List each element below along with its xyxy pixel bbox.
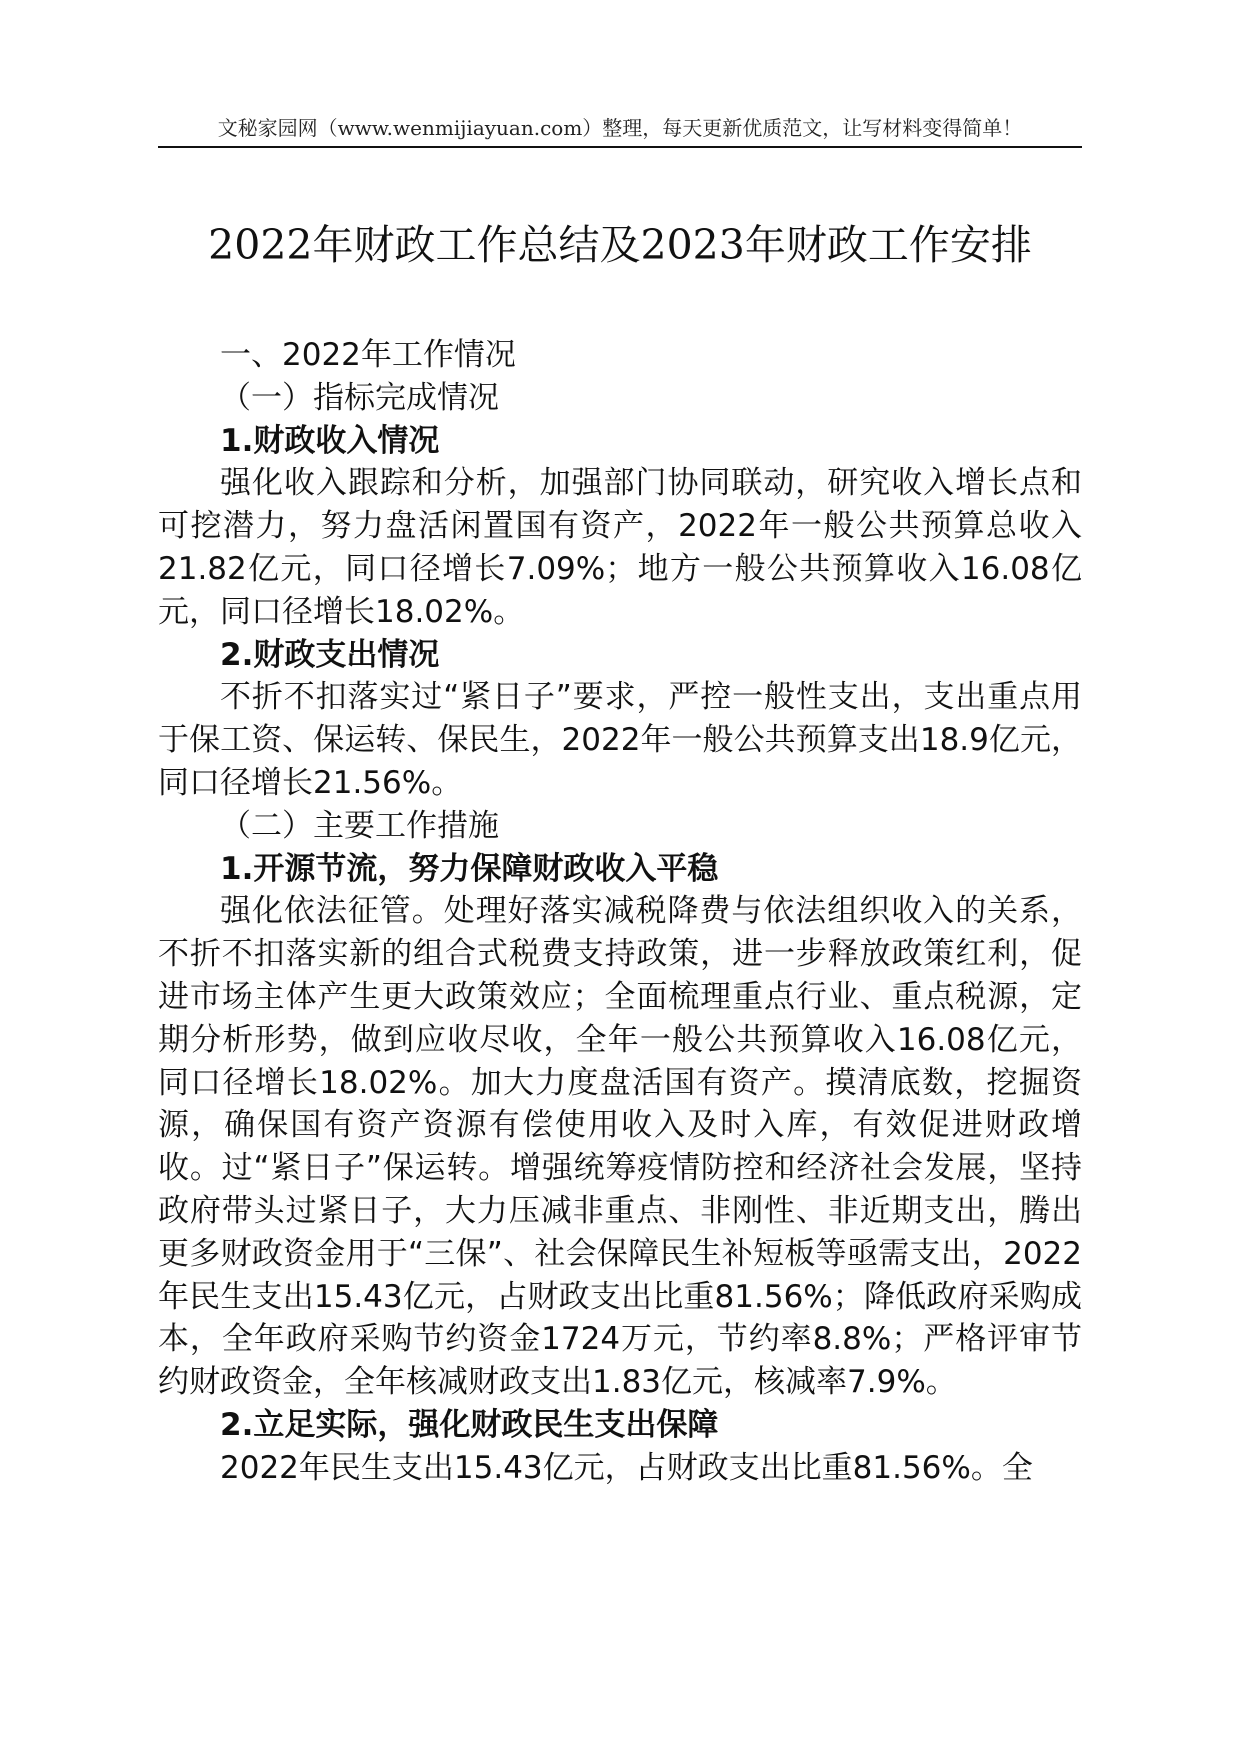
paragraph: 强化依法征管。处理好落实减税降费与依法组织收入的关系，不折不扣落实新的组合式税费支持政策，进一步释放政策红利，促进市场主体产生更大政策效应；全面梳理重点行业、重点税源，定期分析形势，做到应收尽收，全年一般公共预算收入16.08亿元，同口径增长18.02%。加大力度盘活国有资产。摸清底数，挖掘资源，确保国有资产资源有偿使用收入及时入库，有效促进财政增收。过“紧日子”保运转。增强统筹疫情防控和经济社会发展，坚持政府带头过紧日子，大力压减非重点、非刚性、非近期支出，腾出更多财政资金用于“三保”、社会保障民生补短板等亟需支出，2022年民生支出15.43亿元，占财政支出比重81.56%；降低政府采购成本，全年政府采购节约资金1724万元，节约率8.8%；严格评审节约财政资金，全年核减财政支出1.83亿元，核减率7.9%。: [158, 893, 1082, 1401]
page-header: 文秘家园网（www.wenmijiayuan.com）整理，每天更新优质范文，让写材料变得简单！: [217, 116, 1023, 140]
item-heading: 2.立足实际，强化财政民生支出保障: [220, 1406, 719, 1443]
item-heading: 2.财政支出情况: [220, 636, 440, 673]
subsection-heading: （一）指标完成情况: [220, 379, 499, 416]
document-title: 2022年财政工作总结及2023年财政工作安排: [208, 221, 1032, 269]
item-heading: 1.开源节流，努力保障财政收入平稳: [220, 850, 719, 887]
paragraph: 不折不扣落实过“紧日子”要求，严控一般性支出，支出重点用于保工资、保运转、保民生，2022年一般公共预算支出18.9亿元，同口径增长21.56%。: [158, 679, 1082, 801]
paragraph: 强化收入跟踪和分析，加强部门协同联动，研究收入增长点和可挖潜力，努力盘活闲置国有资产，2022年一般公共预算总收入21.82亿元，同口径增长7.09%；地方一般公共预算收入16.08亿元，同口径增长18.02%。: [158, 465, 1082, 630]
paragraph: 2022年民生支出15.43亿元，占财政支出比重81.56%。全: [220, 1449, 1033, 1486]
header-divider: [158, 146, 1082, 148]
subsection-heading: （二）主要工作措施: [220, 807, 499, 844]
item-heading: 1.财政收入情况: [220, 422, 440, 459]
section-heading: 一、2022年工作情况: [220, 337, 516, 373]
document-body: [158, 334, 1082, 1490]
